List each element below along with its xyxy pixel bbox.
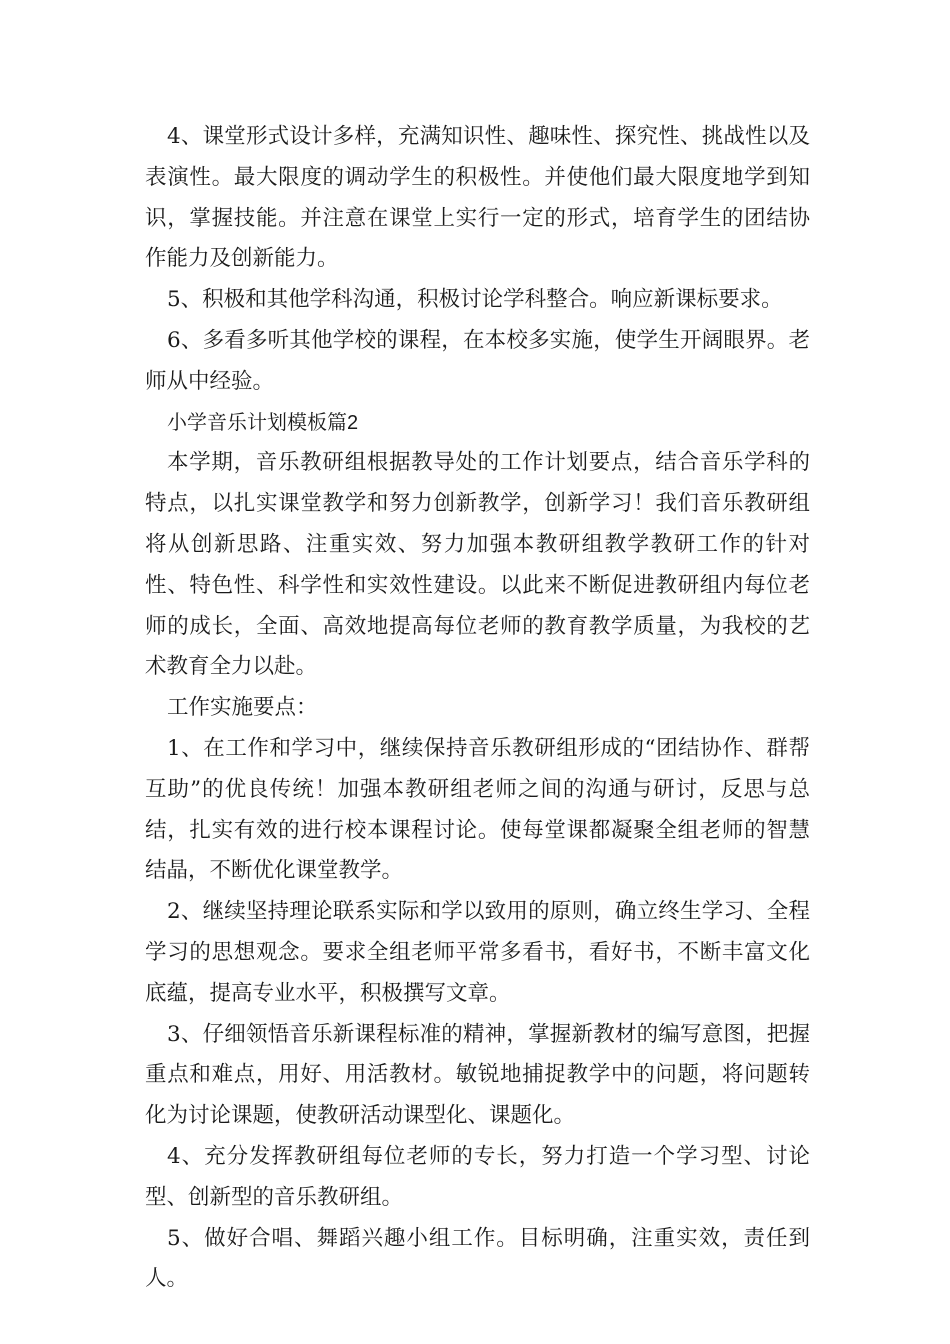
document-body — [145, 117, 810, 1300]
paragraph-item-6: 6、多看多听其他学校的课程，在本校多实施，使学生开阔眼界。老师从中经验。 — [145, 327, 810, 394]
paragraph-item-4: 4、课堂形式设计多样，充满知识性、趣味性、探究性、挑战性以及表演性。最大限度的调动学生的积极性。并使他们最大限度地学到知识，掌握技能。并注意在课堂上实行一定的形式，培育学生的团结协作能力及创新能力。 — [145, 124, 810, 272]
key-point-3: 3、仔细领悟音乐新课程标准的精神，掌握新教材的编写意图，把握重点和难点，用好、用活教材。敏锐地捕捉教学中的问题，将问题转化为讨论课题，使教研活动课型化、课题化。 — [145, 1021, 810, 1129]
section-title: 小学音乐计划模板篇2 — [167, 411, 359, 434]
section-heading-key-points: 工作实施要点： — [167, 695, 318, 721]
key-point-2: 2、继续坚持理论联系实际和学以致用的原则，确立终生学习、全程学习的思想观念。要求全组老师平常多看书，看好书，不断丰富文化底蕴，提高专业水平，积极撰写文章。 — [145, 899, 810, 1006]
intro-paragraph: 本学期，音乐教研组根据教导处的工作计划要点，结合音乐学科的特点，以扎实课堂教学和努力创新教学，创新学习！我们音乐教研组将从创新思路、注重实效、努力加强本教研组教学教研工作的针对性、特色性、科学性和实效性建设。以此来不断促进教研组内每位老师的成长，全面、高效地提高每位老师的教育教学质量，为我校的艺术教育全力以赴。 — [145, 450, 810, 680]
key-point-1: 1、在工作和学习中，继续保持音乐教研组形成的“团结协作、群帮互助”的优良传统！加强本教研组老师之间的沟通与研讨，反思与总结，扎实有效的进行校本课程讨论。使每堂课都凝聚全组老师的智慧结晶，不断优化课堂教学。 — [145, 735, 810, 884]
key-point-5: 5、做好合唱、舞蹈兴趣小组工作。目标明确，注重实效，责任到人。 — [145, 1225, 810, 1292]
paragraph-item-5: 5、积极和其他学科沟通，积极讨论学科整合。响应新课标要求。 — [167, 287, 783, 313]
key-point-4: 4、充分发挥教研组每位老师的专长，努力打造一个学习型、讨论型、创新型的音乐教研组。 — [145, 1143, 810, 1210]
